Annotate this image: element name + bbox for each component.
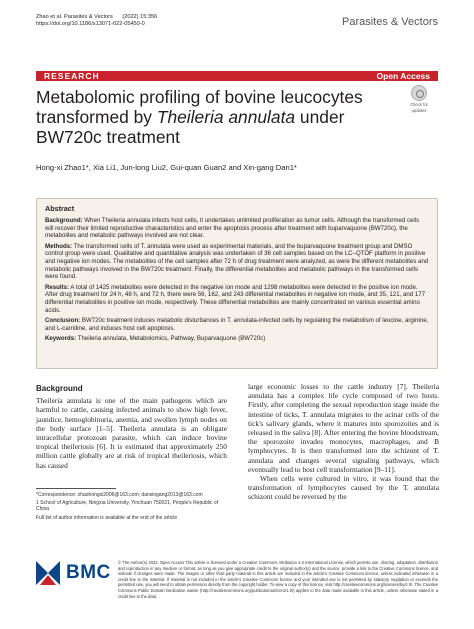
author-list: Hong-xi Zhao1*, Xia Li1, Jun-long Liu2, Gui-quan Guan2 and Xin-gang Dan1*	[36, 163, 297, 172]
article-type-band	[36, 71, 438, 81]
abstract-conclusion-text: BW720c treatment induces metabolic disturbances in T. annulata-infected cells by regulating the metabolism of leucine, arginine, and L-carnitine, and induces host cell apoptosis.	[45, 317, 429, 332]
right-paragraph-2: When cells were cultured in vitro, it was found that the transformation of lymphocytes caused by the T. annulata schizont could be reversed by the	[248, 474, 439, 502]
abstract-conclusion	[45, 317, 429, 332]
affiliation-note: 1 School of Agriculture, Ningxia University, Yinchuan 750021, People's Republic of China	[36, 500, 219, 513]
correspondence-note: *Correspondence: zhaohongxi2006@163.com; danxingang2013@163.com	[36, 492, 203, 498]
open-access-label: Open Access	[376, 71, 430, 81]
body-right-column	[248, 382, 439, 502]
abstract-keywords-text: Theileria annulata, Metabolomics, Pathway, Buparvaquone (BW720c)	[77, 335, 266, 343]
abstract-methods-text: The transformed cells of T. annulata were used as experimental materials, and the buparvaquone treatment group and DMSO control group were used. Qualitative and quantitative analysis was undertaken of 36 cell samples based on the LC–QTOF platform in positive and negative ion modes. The metabolites of the cell samples after 72 h of drug treatment were analyzed, as were the different metabolites and metabolic pathways involved in the BW720c treatment. Finally, the differential metabolites and metabolic pathways in the transformed cells were found.	[45, 242, 429, 281]
abstract-keywords	[45, 335, 429, 343]
abstract-background-label: Background:	[45, 217, 83, 224]
abstract-background-text: When Theileria annulata infects host cells, it undertakes unlimited proliferation as tumor cells. Although the transformed cells will recover their limited reproductive characteristics and enter the apoptosis process after treatment with buparvaquone (BW720c), the metabolites and metabolic pathways involved are not clear.	[45, 217, 420, 240]
abstract-results-label: Results:	[45, 283, 70, 291]
abstract-results-text: A total of 1425 metabolites were detected in the negative ion mode and 1298 metabolites were detected in the positive ion mode. After drug treatment for 24 h, 48 h, and 72 h, there were 56, 162, and 243 differential metabolites in negative ion mode, and 35, 121, and 177 differential metabolites in positive ion mode, respectively. These differential metabolites are mainly concentrated on various essential amino acids.	[45, 283, 425, 314]
journal-name: Parasites & Vectors	[342, 16, 438, 28]
abstract-results	[45, 284, 429, 314]
abstract-box	[36, 198, 438, 369]
article-type-label: RESEARCH	[44, 71, 100, 81]
citation-header	[36, 14, 165, 28]
title-part-2: under BW720c treatment	[36, 107, 345, 147]
abstract-keywords-label: Keywords:	[45, 335, 77, 343]
citation-year-volume: (2022) 15:356	[122, 14, 158, 20]
title-part-1: Metabolomic profiling of bovine leucocytes transformed by	[36, 87, 363, 127]
right-paragraph-1: large economic losses to the cattle industry [7]. Theileria annulata has a complex life cycle composed of two hosts. Firstly, after completing the sexual reproduction stage inside the intestine of ticks, T. annulata migrates to the acinar cells of the tick's salivary glands, where it matures into sporozoites and is released in the saliva [8]. After entering the bovine bloodstream, the sporozoite invades monocytes, macrophages, and B lymphocytes. It is then transformed into the schizont of T. annulata and changes several signaling pathways, which eventually lead to host cell transformation [9–11].	[248, 382, 439, 474]
check-updates-line2: updates	[411, 108, 427, 113]
citation-authors: Zhao et al. Parasites & Vectors	[36, 14, 113, 20]
article-title	[36, 87, 391, 147]
abstract-conclusion-label: Conclusion:	[45, 317, 81, 325]
title-italic: Theileria annulata	[156, 107, 296, 127]
abstract-heading: Abstract	[45, 204, 75, 213]
license-text: © The Author(s) 2022. Open Access This article is licensed under a Creative Commons Attribution 4.0 International License, which permits use, sharing, adaptation, distribution and reproduction in any medium or format, as long as you give appropriate credit to the original author(s) and the source, provide a link to the Creative Commons licence, and indicate if changes were made. The images or other third party material in this article are included in the article's Creative Commons licence, unless indicated otherwise in a credit line to the material. If material is not included in the article's Creative Commons licence and your intended use is not permitted by statutory regulation or exceeds the permitted use, you will need to obtain permission directly from the copyright holder. To view a copy of this licence, visit http://creativecommons.org/licenses/by/4.0/. The Creative Commons Public Domain Dedication waiver (http://creativecommons.org/publicdomain/zero/1.0/) applies to the data made available in this article, unless otherwise stated in a credit line to the data.	[118, 560, 438, 599]
check-updates-line1: Check for	[410, 102, 428, 107]
bmc-logo-text: BMC	[66, 562, 111, 583]
full-list-note: Full list of author information is available at the end of the article	[36, 514, 178, 521]
abstract-methods	[45, 243, 429, 281]
bmc-logo	[36, 561, 116, 585]
background-heading: Background	[36, 384, 83, 393]
bmc-mark-icon	[36, 561, 60, 585]
check-updates-icon	[411, 85, 427, 101]
body-left-column	[36, 384, 227, 470]
background-paragraph-1: Theileria annulata is one of the main pathogens which are harmful to cattle, causing infected animals to show high fever, jaundice, hemoglobinuria, anemia, and swollen lymph nodes on the body surface [1–5]. Theileria annulata is an obligate intracellular protozoan parasite, which can induce bovine tropical theileriosis [6]. It is estimated that approximately 250 million cattle globally are at risk of tropical theileriosis, which has caused	[36, 396, 227, 470]
check-for-updates-badge[interactable]	[404, 85, 434, 113]
abstract-background	[45, 217, 429, 240]
doi-link[interactable]: https://doi.org/10.1186/s13071-022-05450-0	[36, 21, 145, 27]
footnotes	[36, 492, 227, 523]
footnote-divider	[36, 488, 116, 489]
abstract-methods-label: Methods:	[45, 242, 73, 250]
